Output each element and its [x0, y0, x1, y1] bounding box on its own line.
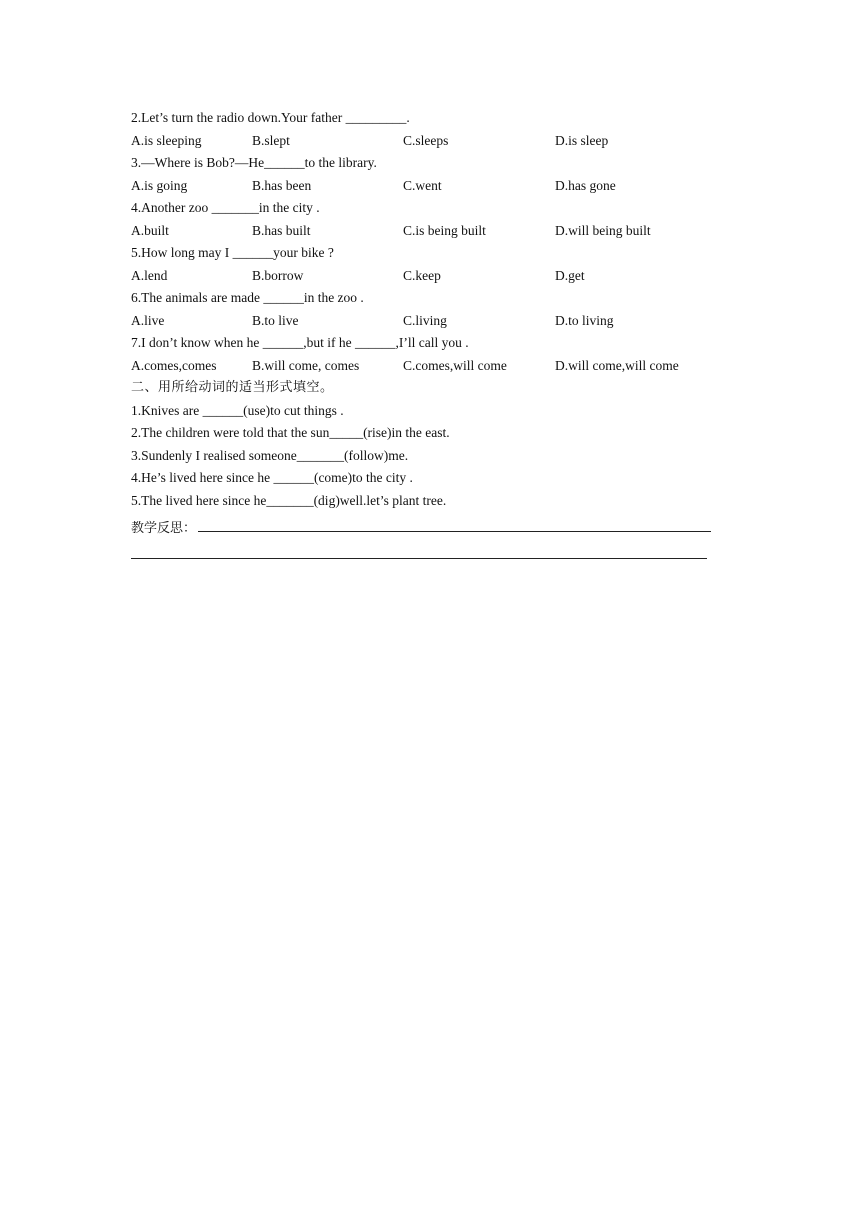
option-d: D.has gone [555, 177, 616, 193]
reflection-label: 教学反思： [131, 521, 197, 536]
fill-blank-item: 1.Knives are ______(use)to cut things . [131, 402, 344, 418]
option-b: B.to live [252, 312, 299, 328]
option-b: B.borrow [252, 267, 304, 283]
option-a: A.comes,comes [131, 357, 217, 373]
option-a: A.is sleeping [131, 132, 202, 148]
option-a: A.built [131, 222, 169, 238]
options-row [131, 175, 711, 198]
option-a: A.live [131, 312, 165, 328]
fill-blank-item: 4.He’s lived here since he ______(come)to the city . [131, 470, 413, 485]
question-stem: 5.How long may I ______your bike ? [131, 245, 334, 260]
option-b: B.slept [252, 132, 290, 148]
mc-question [131, 242, 711, 287]
option-a: A.is going [131, 177, 188, 193]
teaching-reflection [131, 512, 711, 536]
reflection-line [198, 531, 711, 532]
reflection-line-2 [131, 536, 707, 559]
option-c: C.keep [403, 267, 441, 283]
option-d: D.is sleep [555, 132, 609, 148]
question-stem: 6.The animals are made ______in the zoo . [131, 290, 364, 305]
mc-question [131, 332, 711, 377]
options-row [131, 310, 711, 333]
option-a: A.lend [131, 267, 168, 283]
mc-question [131, 152, 711, 197]
options-row [131, 265, 711, 288]
options-row [131, 355, 711, 378]
question-stem: 2.Let’s turn the radio down.Your father _________. [131, 110, 410, 125]
section-title: 二、用所给动词的适当形式填空。 [131, 380, 334, 395]
fill-blank-item: 2.The children were told that the sun_____(rise)in the east. [131, 425, 450, 440]
fill-blank-item: 5.The lived here since he_______(dig)well.let’s plant tree. [131, 492, 447, 508]
options-row [131, 130, 711, 153]
mc-question [131, 107, 711, 152]
option-d: D.will being built [555, 222, 651, 238]
option-c: C.sleeps [403, 132, 449, 148]
option-c: C.is being built [403, 222, 486, 238]
option-d: D.will come,will come [555, 357, 679, 373]
options-row [131, 220, 711, 243]
mc-question [131, 287, 711, 332]
question-stem: 3.—Where is Bob?—He______to the library. [131, 155, 377, 170]
question-stem: 7.I don’t know when he ______,but if he ______,I’ll call you . [131, 335, 469, 350]
option-c: C.living [403, 312, 447, 328]
option-b: B.has been [252, 177, 312, 193]
worksheet-content [131, 107, 711, 559]
option-c: C.went [403, 177, 442, 193]
option-d: D.to living [555, 312, 614, 328]
mc-question [131, 197, 711, 242]
option-b: B.has built [252, 222, 311, 238]
question-stem: 4.Another zoo _______in the city . [131, 200, 320, 215]
option-b: B.will come, comes [252, 357, 360, 373]
option-d: D.get [555, 267, 585, 283]
option-c: C.comes,will come [403, 357, 507, 373]
fill-blank-item: 3.Sundenly I realised someone_______(follow)me. [131, 447, 409, 463]
